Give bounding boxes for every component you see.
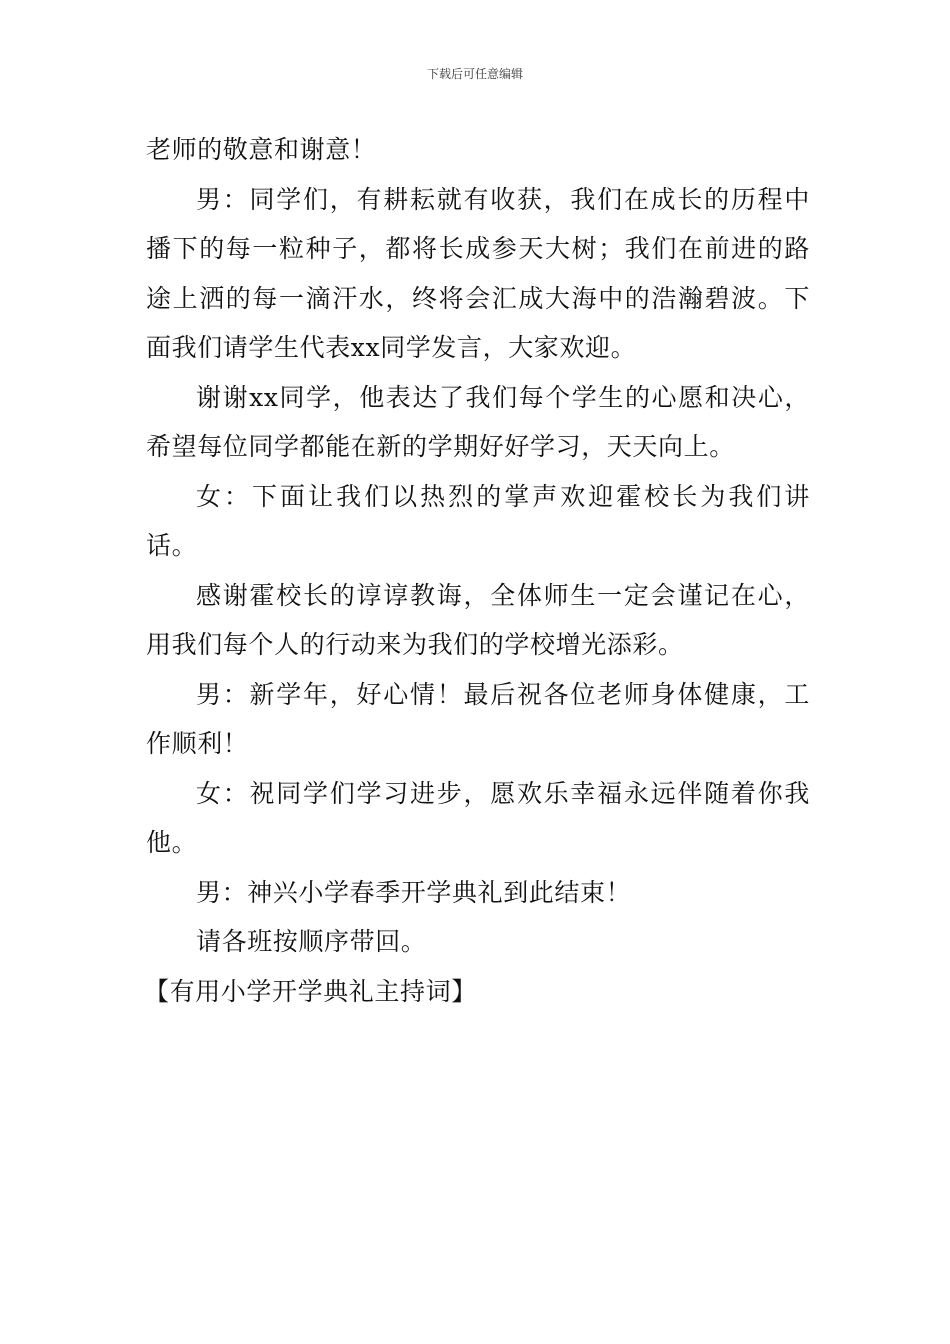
paragraph-3: 谢谢xx同学，他表达了我们每个学生的心愿和决心，希望每位同学都能在新的学期好好学习，天天向上。 xyxy=(146,382,810,461)
paragraph-2: 男：同学们，有耕耘就有收获，我们在成长的历程中播下的每一粒种子，都将长成参天大树；我们在前进的路途上洒的每一滴汗水，终将会汇成大海中的浩瀚碧波。下面我们请学生代表xx同学发言，大家欢迎。 xyxy=(146,184,810,362)
paragraph-4: 女：下面让我们以热烈的掌声欢迎霍校长为我们讲话。 xyxy=(146,481,810,560)
document-body xyxy=(146,125,810,1016)
paragraph-6: 男：新学年，好心情！最后祝各位老师身体健康，工作顺利！ xyxy=(146,679,810,758)
paragraph-7: 女：祝同学们学习进步，愿欢乐幸福永远伴随着你我他。 xyxy=(146,778,810,857)
paragraph-8: 男：神兴小学春季开学典礼到此结束！ xyxy=(196,877,632,907)
paragraph-1: 老师的敬意和谢意！ xyxy=(146,135,377,164)
paragraph-9: 请各班按顺序带回。 xyxy=(196,927,427,956)
paragraph-5: 感谢霍校长的谆谆教诲，全体师生一定会谨记在心，用我们每个人的行动来为我们的学校增光添彩。 xyxy=(146,580,810,659)
page-header-note: 下载后可任意编辑 xyxy=(426,67,523,81)
section-title: 【有用小学开学典礼主持词】 xyxy=(144,976,477,1006)
